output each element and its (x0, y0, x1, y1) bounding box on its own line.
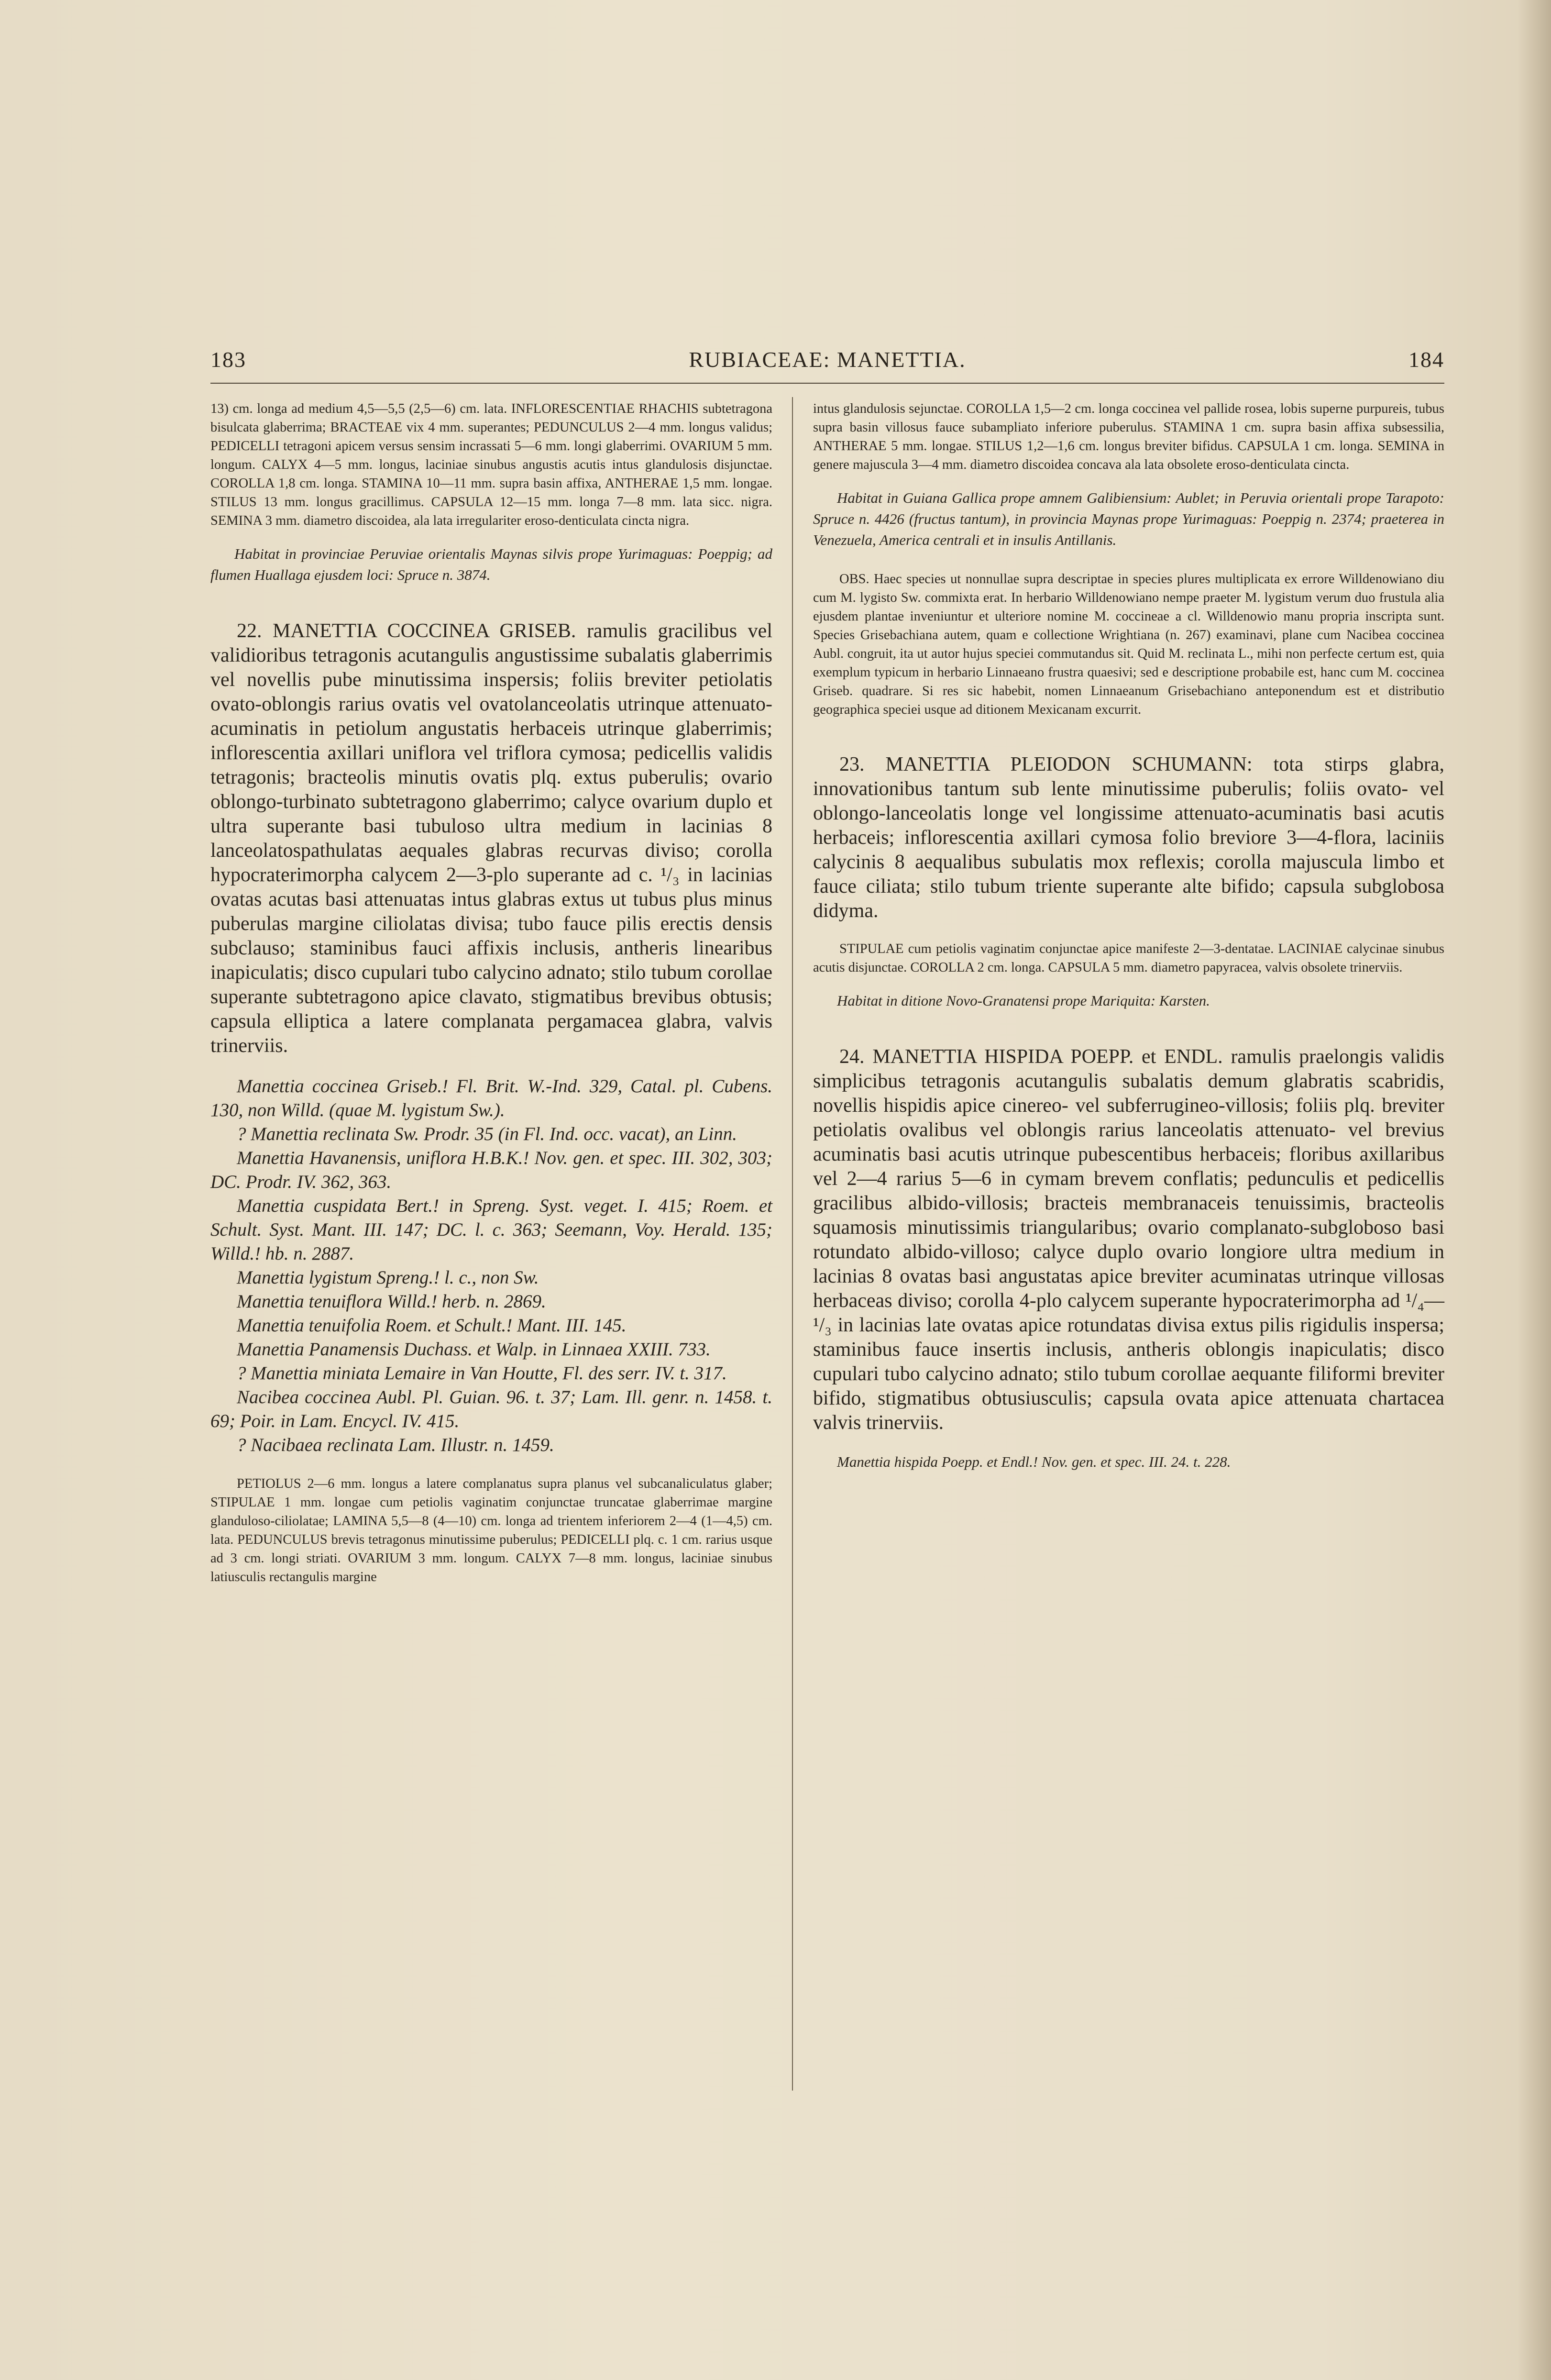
habitat-note-22: Habitat in Guiana Gallica prope amnem Galibiensium: Aublet; in Peruvia orientali prope Tarapoto: Spruce n. 4426 (fructus tantum), in provincia Maynas prope Yurimaguas: Poeppig n. 2374; praeterea in Venezuela, America centrali et in insulis Antillanis. (813, 489, 1444, 548)
species-23-description: STIPULAE cum petiolis vaginatim conjunctae apice manifeste 2—3-dentatae. LACINIAE calycinae sinubus acutis disjunctae. COROLLA 2 cm. longa. CAPSULA 5 mm. diametro papyracea, valvis obsolete trinerviis. (813, 941, 1444, 975)
synonym: ? Manettia miniata Lemaire in Van Houtte, Fl. des serr. IV. t. 317. (237, 1363, 727, 1384)
synonym: ? Manettia reclinata Sw. Prodr. 35 (in Fl. Ind. occ. vacat), an Linn. (237, 1124, 737, 1144)
species-24-synonym: Manettia hispida Poepp. et Endl.! Nov. gen. et spec. III. 24. t. 228. (837, 1453, 1231, 1470)
habitat-note: Habitat in provinciae Peruviae orientalis Maynas silvis prope Yurimaguas: Poeppig; ad flumen Huallaga ejusdem loci: Spruce n. 3874. (210, 545, 772, 583)
page-number-right: 184 (1408, 347, 1444, 372)
synonym: Manettia cuspidata Bert.! in Spreng. Syst. veget. I. 415; Roem. et Schult. Syst. Mant. III. 147; DC. l. c. 363; Seemann, Voy. Herald. 135; Willd.! hb. n. 2887. (210, 1196, 772, 1264)
running-header (210, 347, 1444, 380)
description-continued: 13) cm. longa ad medium 4,5—5,5 (2,5—6) cm. lata. INFLORESCENTIAE RHACHIS subtetragona bisulcata glaberrima; BRACTEAE vix 4 mm. superantes; PEDUNCULUS 2—4 mm. longus validus; PEDICELLI tetragoni apicem versus sensim incrassati 5—6 mm. longi glaberrimi. OVARIUM 5 mm. longum. CALYX 4—5 mm. longus, laciniae sinubus angustis acutis intus glandulosis disjunctae. COROLLA 1,8 cm. longa. STAMINA 10—11 mm. supra basin affixa, ANTHERAE 1,5 mm. longae. STILUS 13 mm. longus gracillimus. CAPSULA 12—15 mm. longa 7—8 mm. lata sicc. nigra. SEMINA 3 mm. diametro discoidea, ala lata irregulariter eroso-denticulata cincta nigra. (210, 401, 772, 528)
synonym: Manettia coccinea Griseb.! Fl. Brit. W.-Ind. 329, Catal. pl. Cubens. 130, non Willd. (quae M. lygistum Sw.). (210, 1076, 772, 1120)
species-24-diagnosis: 24. MANETTIA HISPIDA POEPP. et ENDL. ramulis praelongis validis simplicibus tetragonis acutangulis subalatis demum glabratis scabridis, novellis hispidis apice cinereo- vel subferrugineo-villosis; foliis plq. breviter petiolatis ovalibus vel oblongis rarius lanceolatis attenuato- vel brevius acuminatis basi acutis utrinque pubescentibus herbaceis; floribus axillaribus vel 2—4 rarius 5—6 in cymam brevem conflatis; pedunculis et pedicellis gracilibus albido-villosis; bracteis membranaceis tenuissimis, bracteolis squamosis minutissimis triangularibus; ovario complanato-subgloboso basi rotundato albido-villoso; calyce duplo ovario longiore ultra medium in lacinias 8 ovatas basi angustatas apice breviter acuminatas utrinque villosas herbaceas diviso; corolla 4-plo calycem superante hypocraterimorpha ad ¹/₄—¹/₃ in lacinias late ovatas apice rotundatas divisa extus pilis rigidulis inspersa; staminibus fauce insertis inclusis, antheris oblongis inapiculatis; disco cupulari tubo calycino adnato; stilo tubum corollae aequante filiformi breviter bifido, stigmatibus obtusiusculis; capsula ovata apice attenuata chartacea valvis trinerviis. (813, 1046, 1444, 1434)
synonym: Manettia tenuiflora Willd.! herb. n. 2869. (237, 1291, 546, 1312)
synonym: Manettia tenuifolia Roem. et Schult.! Mant. III. 145. (237, 1315, 627, 1336)
species-23-diagnosis: 23. MANETTIA PLEIODON SCHUMANN: tota stirps glabra, innovationibus tantum sub lente minutissime puberulis; foliis ovato- vel oblongo-lanceolatis longe vel longissime attenuato-acuminatis basi acutis herbaceis; inflorescentia axillari cymosa folio breviore 3—4-flora, laciniis calycinis 8 aequalibus subulatis mox reflexis; corolla majuscula limbo et fauce ciliata; stilo tubum triente superante alte bifido; capsula subglobosa didyma. (813, 753, 1444, 922)
species-22-description: PETIOLUS 2—6 mm. longus a latere complanatus supra planus vel subcanaliculatus glaber; STIPULAE 1 mm. longae cum petiolis vaginatim conjunctae truncatae glaberrimae margine glanduloso-ciliolatae; LAMINA 5,5—8 (4—10) cm. longa ad trientem inferiorem 2—4 (1—4,5) cm. lata. PEDUNCULUS brevis tetragonus minutissime puberulus; PEDICELLI plq. c. 1 cm. rarius usque ad 3 cm. longi striati. OVARIUM 3 mm. longum. CALYX 7—8 mm. longus, laciniae sinubus latiusculis rectangulis margine (210, 1476, 772, 1584)
left-column (210, 399, 772, 1600)
synonym: Manettia Havanensis, uniflora H.B.K.! Nov. gen. et spec. III. 302, 303; DC. Prodr. IV. 362, 363. (210, 1148, 772, 1192)
page-number-left: 183 (210, 347, 246, 372)
species-22-diagnosis: 22. MANETTIA COCCINEA GRISEB. ramulis gracilibus vel validioribus tetragonis acutangulis angustissime subalatis glaberrimis vel novellis pube minutissima inspersis; foliis breviter petiolatis ovato-oblongis rarius ovatis vel ovatolanceolatis utrinque attenuato-acuminatis in petiolum angustatis herbaceis utrinque glaberrimis; inflorescentia axillari uniflora vel triflora cymosa; pedicellis validis tetragonis; bracteolis minutis ovatis plq. extus puberulis; ovario oblongo-turbinato subtetragono glaberrimo; calyce ovarium duplo et ultra superante basi tubuloso ultra medium in lacinias 8 lanceolatospathulatas aequales glabras recurvas diviso; corolla hypocraterimorpha calycem 2—3-plo superante ad c. ¹/₃ in lacinias ovatas acutas basi attenuatas intus glabras extus ut tubus plus minus puberulas margine ciliolatas divisa; tubo fauce pilis erectis densis subclauso; staminibus fauci affixis inclusis, antheris linearibus inapiculatis; disco cupulari tubo calycino adnato; stilo tubum corollae superante subtetragono apice clavato, stigmatibus brevibus obtusis; capsula elliptica a latere complanata pergamacea glabra, valvis trinerviis. (210, 620, 772, 1057)
habitat-note-23: Habitat in ditione Novo-Granatensi prope Mariquita: Karsten. (837, 992, 1210, 1009)
binding-shadow (1518, 0, 1551, 2380)
right-column (813, 399, 1444, 1492)
synonymy-list (210, 1074, 772, 1457)
header-rule (210, 383, 1444, 384)
synonym: Manettia Panamensis Duchass. et Walp. in Linnaea XXIII. 733. (237, 1339, 711, 1360)
running-title: RUBIACEAE: MANETTIA. (689, 347, 966, 372)
synonym: Nacibea coccinea Aubl. Pl. Guian. 96. t. 37; Lam. Ill. genr. n. 1458. t. 69; Poir. in Lam. Encycl. IV. 415. (210, 1387, 772, 1431)
column-divider (792, 397, 793, 2091)
synonym: Manettia lygistum Spreng.! l. c., non Sw. (237, 1267, 539, 1288)
description-continued-right: intus glandulosis sejunctae. COROLLA 1,5—2 cm. longa coccinea vel pallide rosea, lobis superne purpureis, tubus supra basin villosus fauce subampliato inferiore puberulus. STAMINA 1 cm. supra basin affixa subsessilia, ANTHERAE 5 mm. longae. STILUS 1,2—1,6 cm. longus breviter bifidus. CAPSULA 1 cm. longa. SEMINA in genere majuscula 3—4 mm. diametro discoidea concava ala lata obsolete eroso-denticulata cincta. (813, 401, 1444, 472)
synonym: ? Nacibaea reclinata Lam. Illustr. n. 1459. (237, 1435, 554, 1455)
observation-note: OBS. Haec species ut nonnullae supra descriptae in species plures multiplicata ex errore Willdenowiano diu cum M. lygisto Sw. commixta erat. In herbario Willdenowiano nempe praeter M. lygistum verum duo frustula alia ejusdem plantae inveniuntur et ulteriore nomine M. coccineae a cl. Willdenowio manu propria inscripta sunt. Species Grisebachiana autem, quam e collectione Wrightiana (n. 267) examinavi, plane cum Nacibea coccinea Aubl. congruit, ita ut autor hujus speciei commutandus sit. Quid M. reclinata L., mihi non perfecte certum est, quia exemplum typicum in herbario Linnaeano frustra quaesivi; sed e descriptione probabile est, hanc cum M. coccinea Griseb. quadrare. Si res sic habebit, nomen Linnaeanum Grisebachiano anteponendum est et distributio geographica speciei usque ad ditionem Mexicanam excurrit. (813, 572, 1444, 717)
